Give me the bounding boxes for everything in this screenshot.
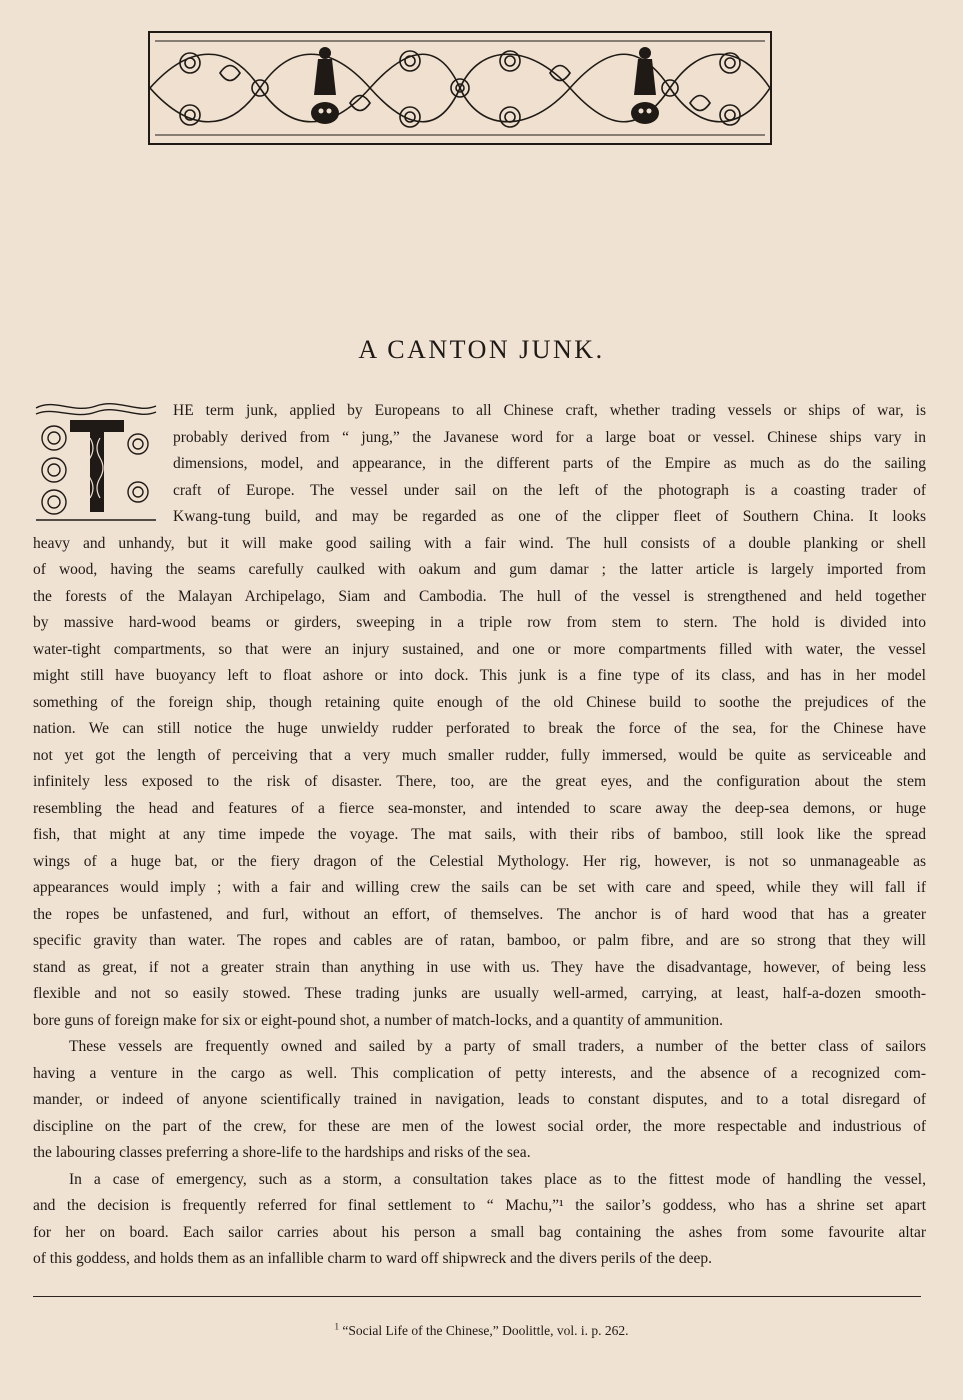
text-line: the ropes be unfastened, and furl, without an effort, of themselves. The anchor is of hard wood that has a greater xyxy=(33,905,926,923)
floral-scroll-ornament-icon xyxy=(150,33,770,143)
text-line: infinitely less exposed to the risk of disaster. There, too, are the great eyes, and the configuration about the stem xyxy=(33,773,926,790)
text-line: wings of a huge bat, or the fiery dragon of the Celestial Mythology. Her rig, however, is not so unmanageable as xyxy=(33,852,926,870)
text-line: flexible and not so easily stowed. These trading junks are usually well-armed, carrying, at least, half-a-dozen smooth- xyxy=(33,985,926,1002)
text-line: craft of Europe. The vessel under sail on the left of the photograph is a coasting trader of xyxy=(173,481,926,499)
text-line: nation. We can still notice the huge unwieldy rudder perforated to break the force of the sea, for the Chinese have xyxy=(33,720,926,737)
text-line: specific gravity than water. The ropes and cables are of ratan, bamboo, or palm fibre, and are so strong that they will xyxy=(33,932,926,949)
footnote-text: “Social Life of the Chinese,” Doolittle, vol. i. p. 262. xyxy=(342,1323,629,1338)
text-line: probably derived from “ jung,” the Javanese word for a large boat or vessel. Chinese ships vary in xyxy=(173,428,926,446)
text-line: having a venture in the cargo as well. This complication of petty interests, and the absence of a recognized com- xyxy=(33,1064,926,1082)
text-line: fish, that might at any time impede the voyage. The mat sails, with their ribs of bamboo, still look like the spread xyxy=(33,826,926,843)
text-line: These vessels are frequently owned and sailed by a party of small traders, a number of the better class of sailors xyxy=(69,1038,926,1055)
text-line: water-tight compartments, so that were an injury sustained, and one or more compartments filled with water, the vessel xyxy=(33,640,926,658)
text-line: appearances would imply ; with a fair and willing crew the sails can be set with care and speed, while they will fall if xyxy=(33,879,926,896)
text-line: bore guns of foreign make for six or eight-pound shot, a number of match-locks, and a quantity of ammunition. xyxy=(33,1011,724,1029)
paragraph xyxy=(33,1034,926,1167)
text-line: not yet got the length of perceiving that a very much smaller rudder, fully immersed, would be quite as serviceable and xyxy=(33,746,926,764)
text-line: stand as great, if not a greater strain than anything in use with us. They have the disadvantage, however, of being less xyxy=(33,958,926,976)
footnote xyxy=(0,1323,963,1339)
ornamental-headpiece xyxy=(148,31,772,145)
text-line: something of the foreign ship, though retaining quite enough of the old Chinese build to soothe the prejudices of the xyxy=(33,693,926,711)
text-line: might still have buoyancy left to float ashore or into dock. This junk is a fine type of its class, and has in her model xyxy=(33,667,926,684)
text-line: Kwang-tung build, and may be regarded as one of the clipper fleet of Southern China. It looks xyxy=(173,508,926,525)
text-line: by massive hard-wood beams or girders, sweeping in a triple row from stem to stern. The hold is divided into xyxy=(33,614,926,631)
text-line: resembling the head and features of a fierce sea-monster, and intended to scare away the deep-sea demons, or huge xyxy=(33,799,926,817)
text-line: for her on board. Each sailor carries about his person a small bag containing the ashes from some favourite altar xyxy=(33,1223,926,1241)
paragraph xyxy=(33,398,926,1034)
page-title: A CANTON JUNK. xyxy=(358,335,605,365)
text-line: dimensions, model, and appearance, in the different parts of the Empire as much as do the sailing xyxy=(173,455,926,472)
article-body xyxy=(33,398,926,1273)
text-line: and the decision is frequently referred for final settlement to “ Machu,”¹ the sailor’s goddess, who has a shrine set apart xyxy=(33,1197,926,1214)
text-line: discipline on the part of the crew, for these are men of the lowest social order, the more respectable and industrious of xyxy=(33,1117,926,1135)
text-line: the forests of the Malayan Archipelago, Siam and Cambodia. The hull of the vessel is strengthened and held together xyxy=(33,587,926,605)
footnote-divider xyxy=(33,1296,921,1297)
paragraph xyxy=(33,1167,926,1273)
text-line: of wood, having the seams carefully caulked with oakum and gum damar ; the latter article is largely imported from xyxy=(33,561,926,578)
footnote-marker: 1 xyxy=(334,1321,340,1332)
text-line: In a case of emergency, such as a storm, a consultation takes place as to the fittest mode of handling the vessel, xyxy=(69,1170,926,1188)
text-line: of this goddess, and holds them as an infallible charm to ward off shipwreck and the divers perils of the deep. xyxy=(33,1250,712,1267)
text-line: mander, or indeed of anyone scientifically trained in navigation, leads to constant disputes, and to a total disregard of xyxy=(33,1091,926,1108)
text-line: the labouring classes preferring a shore-life to the hardships and risks of the sea. xyxy=(33,1144,531,1161)
text-line: HE term junk, applied by Europeans to all Chinese craft, whether trading vessels or ships of war, is xyxy=(173,402,926,419)
text-line: heavy and unhandy, but it will make good sailing with a fair wind. The hull consists of a double planking or shell xyxy=(33,534,926,552)
